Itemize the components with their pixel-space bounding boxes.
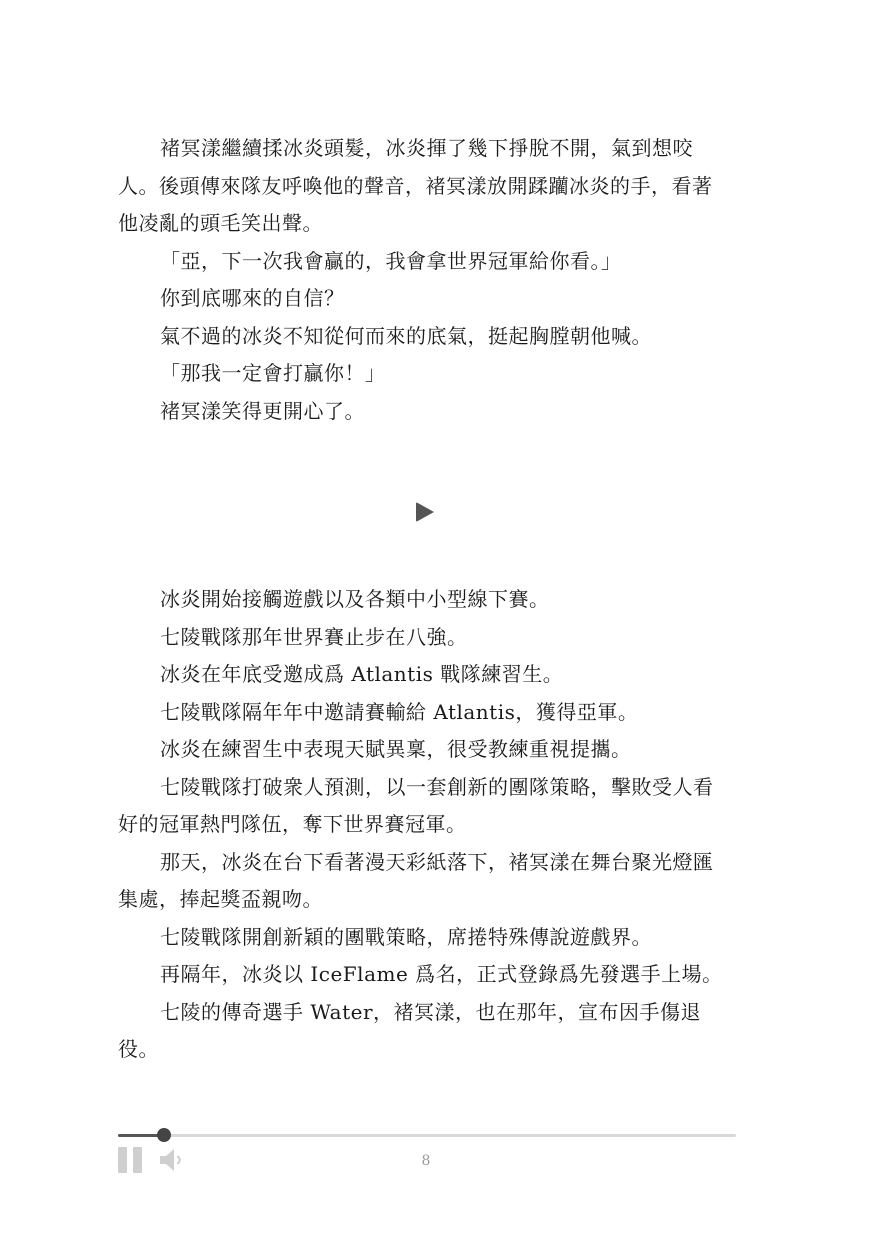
paragraph: 七陵戰隊開創新穎的團戰策略，席捲特殊傳說遊戲界。 (160, 924, 652, 949)
volume-button[interactable] (159, 1147, 187, 1173)
speaker-icon (159, 1147, 187, 1173)
page-number: 8 (421, 1153, 431, 1169)
paragraph: 褚冥漾笑得更開心了。 (160, 398, 365, 423)
paragraph: 那天，冰炎在台下看著漫天彩紙落下，褚冥漾在舞台聚光燈匯集處，捧起獎盃親吻。 (118, 849, 714, 911)
paragraph: 冰炎在年底受邀成爲 Atlantis 戰隊練習生。 (160, 662, 564, 686)
text-section-one (118, 130, 728, 430)
pause-button[interactable] (118, 1147, 144, 1173)
paragraph: 氣不過的冰炎不知從何而來的底氣，挺起胸膛朝他喊。 (160, 323, 652, 348)
audio-player (118, 1125, 738, 1185)
paragraph: 冰炎開始接觸遊戲以及各類中小型線下賽。 (160, 587, 550, 611)
paragraph: 你到底哪來的自信？ (160, 286, 345, 310)
pause-icon-bar-right (133, 1147, 142, 1173)
progress-slider[interactable] (118, 1134, 736, 1137)
paragraph: 再隔年，冰炎以 IceFlame 爲名，正式登錄爲先發選手上場。 (160, 962, 723, 986)
paragraph: 七陵戰隊打破衆人預測，以一套創新的團隊策略，擊敗受人看好的冠軍熱門隊伍，奪下世界賽冠軍。 (118, 774, 714, 836)
progress-knob[interactable] (157, 1128, 171, 1142)
paragraph: 「亞，下一次我會贏的，我會拿世界冠軍給你看。」 (160, 248, 622, 273)
pause-icon-bar-left (118, 1147, 127, 1173)
paragraph: 褚冥漾繼續揉冰炎頭髮，冰炎揮了幾下掙脫不開，氣到想咬人。後頭傳來隊友呼喚他的聲音，褚冥漾放開蹂躪冰炎的手，看著他凌亂的頭毛笑出聲。 (118, 136, 713, 235)
paragraph: 七陵的傳奇選手 Water，褚冥漾，也在那年，宣布因手傷退役。 (118, 999, 702, 1061)
text-section-two (118, 581, 728, 1069)
play-triangle-icon (416, 502, 434, 522)
paragraph: 七陵戰隊那年世界賽止步在八強。 (160, 624, 468, 649)
paragraph: 「那我一定會打贏你！」 (160, 361, 386, 385)
paragraph: 七陵戰隊隔年年中邀請賽輸給 Atlantis，獲得亞軍。 (160, 699, 639, 724)
paragraph: 冰炎在練習生中表現天賦異稟，很受教練重視提攜。 (160, 737, 632, 761)
